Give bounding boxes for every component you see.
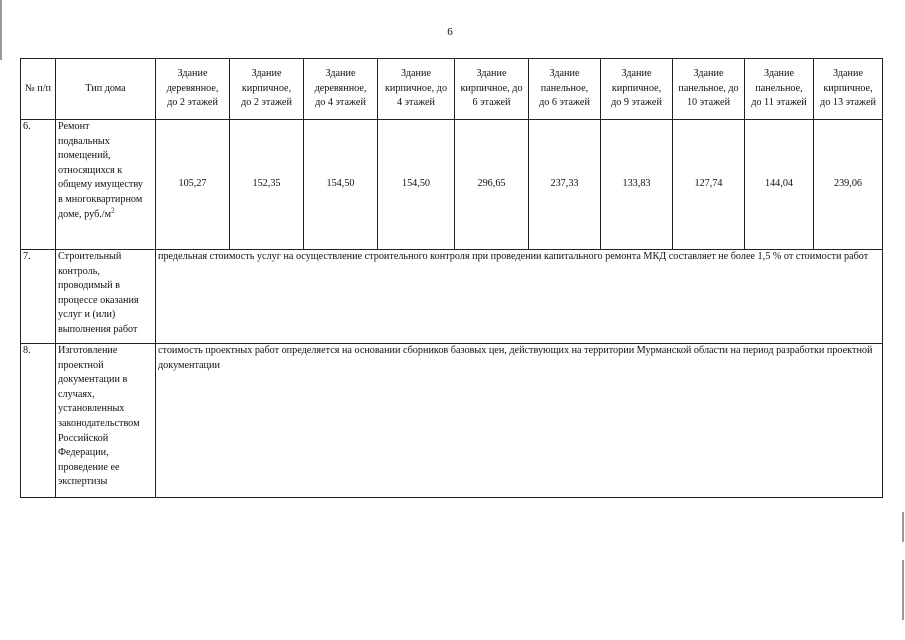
header-building-9: Здание панельное, до 11 этажей — [745, 59, 814, 120]
scan-artifact-left — [0, 0, 2, 60]
row-6-value-8: 127,74 — [673, 120, 745, 250]
row-8-num: 8. — [21, 344, 56, 498]
row-6-value-4: 154,50 — [378, 120, 455, 250]
header-building-8: Здание панельное, до 10 этажей — [673, 59, 745, 120]
row-6-value-1: 105,27 — [156, 120, 230, 250]
row-6-num: 6. — [21, 120, 56, 250]
table-header-row — [21, 59, 883, 120]
header-building-10: Здание кирпичное, до 13 этажей — [814, 59, 883, 120]
scan-artifact-right-bottom — [902, 560, 904, 620]
row-6-value-10: 239,06 — [814, 120, 883, 250]
row-6-value-5: 296,65 — [455, 120, 529, 250]
header-building-3: Здание деревянное, до 4 этажей — [304, 59, 378, 120]
header-building-4: Здание кирпичное, до 4 этажей — [378, 59, 455, 120]
row-6-value-2: 152,35 — [230, 120, 304, 250]
row-6-value-9: 144,04 — [745, 120, 814, 250]
header-type: Тип дома — [56, 59, 156, 120]
row-7-type: Строительный контроль, проводимый в процессе оказания услуг и (или) выполнения работ — [56, 250, 156, 344]
table-row-7 — [21, 250, 883, 344]
tariff-table — [20, 58, 883, 498]
row-7-num: 7. — [21, 250, 56, 344]
header-building-2: Здание кирпичное, до 2 этажей — [230, 59, 304, 120]
header-num: № п/п — [21, 59, 56, 120]
row-8-note: стоимость проектных работ определяется на основании сборников базовых цен, действующих на территории Мурманской области на период разработки проектной документации — [156, 344, 883, 498]
table-row-6 — [21, 120, 883, 250]
header-building-5: Здание кирпичное, до 6 этажей — [455, 59, 529, 120]
header-building-1: Здание деревянное, до 2 этажей — [156, 59, 230, 120]
table-row-8 — [21, 344, 883, 498]
page-number: 6 — [447, 26, 453, 38]
scan-artifact-right-top — [902, 512, 904, 542]
header-building-7: Здание кирпичное, до 9 этажей — [601, 59, 673, 120]
row-8-type: Изготовление проектной документации в случаях, установленных законодательством Российской Федерации, проведение ее экспертизы — [56, 344, 156, 498]
row-6-type: Ремонт подвальных помещений, относящихся к общему имуществу в многоквартирном доме, $руб./м^2$ — [56, 120, 156, 250]
row-6-value-7: 133,83 — [601, 120, 673, 250]
header-building-6: Здание панельное, до 6 этажей — [529, 59, 601, 120]
row-6-value-3: 154,50 — [304, 120, 378, 250]
row-7-note: предельная стоимость услуг на осуществление строительного контроля при проведении капитального ремонта МКД составляет не более 1,5 % от стоимости работ — [156, 250, 883, 344]
unit-superscript: 2 — [111, 206, 115, 215]
row-6-value-6: 237,33 — [529, 120, 601, 250]
